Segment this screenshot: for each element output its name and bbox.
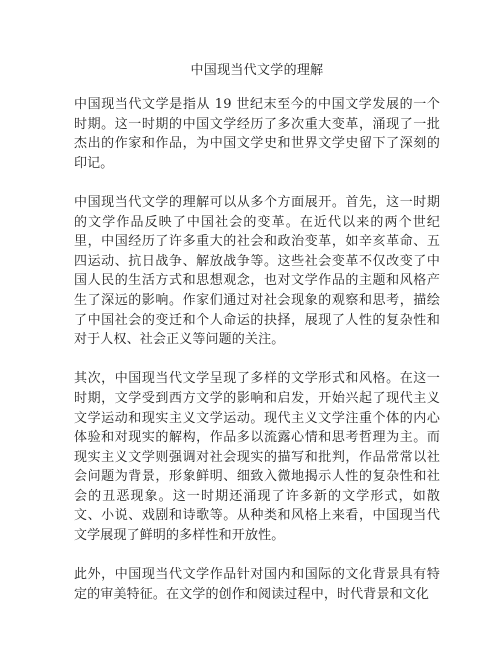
paragraph-understanding: 中国现当代文学的理解可以从多个方面展开。首先，这一时期的文学作品反映了中国社会的变革。在近代以来的两个世纪里，中国经历了许多重大的社会和政治变革，如辛亥革命、五四运动、抗日战争、解放战争等。这些社会变革不仅改变了中国人民的生活方式和思想观念，也对文学作品的主题和风格产生了深远的影响。作家们通过对社会现象的观察和思考，描绘了中国社会的变迁和个人命运的抉择，展现了人性的复杂性和对于人权、社会正义等问题的关注。: [74, 194, 440, 348]
paragraph-forms-styles: 其次，中国现当代文学呈现了多样的文学形式和风格。在这一时期，文学受到西方文学的影响和启发，开始兴起了现代主义文学运动和现实主义文学运动。现代主义文学注重个体的内心体验和对现实的解构，作品多以流露心情和思考哲理为主。而现实主义文学则强调对社会现实的描写和批判，作品常常以社会问题为背景，形象鲜明、细致入微地揭示人性的复杂性和社会的丑恶现象。这一时期还涌现了许多新的文学形式，如散文、小说、戏剧和诗歌等。从种类和风格上来看，中国现当代文学展现了鲜明的多样性和开放性。: [74, 371, 440, 544]
document-title: 中国现当代文学的理解: [190, 63, 324, 78]
paragraph-intro: 中国现当代文学是指从 19 世纪末至今的中国文学发展的一个时期。这一时期的中国文学经历了多次重大变革，涌现了一批杰出的作家和作品，为中国文学史和世界文学史留下了深刻的印记。: [74, 97, 440, 171]
paragraph-aesthetics: 此外，中国现当代文学作品针对国内和国际的文化背景具有特定的审美特征。在文学的创作和阅读过程中，时代背景和文化: [74, 567, 440, 602]
